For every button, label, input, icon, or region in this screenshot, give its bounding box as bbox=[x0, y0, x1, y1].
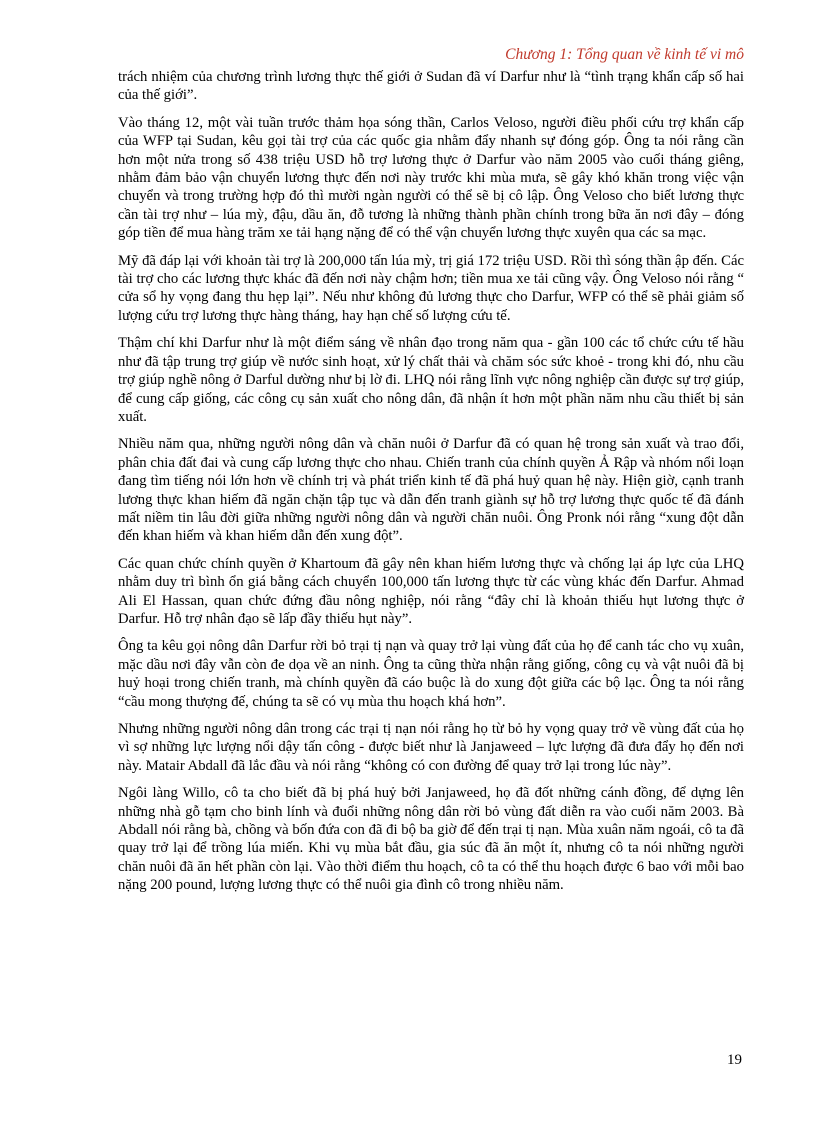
paragraph: trách nhiệm của chương trình lương thực thế giới ở Sudan đã ví Darfur như là “tình trạng khẩn cấp số hai của thế giới”. bbox=[118, 69, 744, 104]
paragraph: Các quan chức chính quyền ở Khartoum đã gây nên khan hiếm lương thực và chống lại áp lực của LHQ nhằm duy trì bình ổn giá bằng cách chuyển 100,000 tấn lương thực từ các vùng khác đến Darfur. Ahmad Ali El Hassan, quan chức đứng đầu nông nghiệp, nói rằng “đây chỉ là khoản thiếu hụt lương thực ở Darfur. Hỗ trợ nhân đạo sẽ lấp đầy thiếu hụt này”. bbox=[118, 555, 744, 627]
paragraph: Thậm chí khi Darfur như là một điểm sáng về nhân đạo trong năm qua - gần 100 các tổ chức cứu tế hầu như đã tập trung trợ giúp về nước sinh hoạt, xử lý chất thải và chăm sóc sức khoẻ - trong khi đó, nhu cầu trợ giúp nghề nông ở Darful dường như bị lờ đi. LHQ nói rằng lĩnh vực nông nghiệp cần được sự trợ giúp, để cung cấp giống, các công cụ sản xuất cho nông dân, đã nhận ít hơn một phần năm nhu cầu thiết bị sản xuất. bbox=[118, 335, 744, 425]
chapter-header: Chương 1: Tổng quan về kinh tế vi mô bbox=[505, 46, 744, 63]
paragraph: Nhưng những người nông dân trong các trại tị nạn nói rằng họ từ bỏ hy vọng quay trở về vùng đất của họ vì sợ những lực lượng nổi dậy tấn công - được biết như là Janjaweed – lực lượng đã đưa đẩy họ đến nơi này. Matair Abdall đã lắc đầu và nói rằng “không có con đường để quay trở lại trong lúc này”. bbox=[118, 721, 744, 774]
paragraph: Ngôi làng Willo, cô ta cho biết đã bị phá huỷ bởi Janjaweed, họ đã đốt những cánh đồng, để dựng lên những nhà gỗ tạm cho binh lính và đuổi những nông dân rời bỏ vùng đất diễn ra vào cuối năm 2003. Bà Abdall nói rằng bà, chồng và bốn đứa con đã đi bộ ba giờ để đến trại tị nạn. Mùa xuân năm ngoái, cô ta đã quay trở lại để trồng lúa miến. Khi vụ mùa bắt đầu, gia súc đã ăn một ít, nhưng cô ta nói những người chăn nuôi đã ăn hết phần còn lại. Vào thời điểm thu hoạch, cô ta có thể thu hoạch được 6 bao với mỗi bao nặng 200 pound, lượng lương thực có thể nuôi gia đình cô trong nhiều năm. bbox=[118, 785, 744, 894]
paragraph: Vào tháng 12, một vài tuần trước thảm họa sóng thần, Carlos Veloso, người điều phối cứu trợ khẩn cấp của WFP tại Sudan, kêu gọi tài trợ của các quốc gia nhằm đẩy nhanh sự đóng góp. Ông ta nói rằng cần hơn một nửa trong số 438 triệu USD hỗ trợ lương thực ở Darfur vào năm 2005 vào cuối tháng giêng, nhằm đảm bảo vận chuyển lương thực đến nơi này trước khi mùa mưa, sẽ gây khó khăn trong việc vận chuyển và trong trường hợp đó thì mười ngàn người có thể sẽ bị cô lập. Ông Veloso cho biết lương thực cần tài trợ như – lúa mỳ, đậu, dầu ăn, đỗ tương là những thành phần chính trong bữa ăn nơi đây – đóng góp tiền để mua hàng trăm xe tải hạng nặng để có thể vận chuyển lương thực xuyên qua các sa mạc. bbox=[118, 114, 744, 242]
paragraph: Ông ta kêu gọi nông dân Darfur rời bỏ trại tị nạn và quay trở lại vùng đất của họ để canh tác cho vụ xuân, mặc dầu nơi đây vẫn còn đe dọa về an ninh. Ông ta cũng thừa nhận rằng giống, công cụ và vật nuôi đã bị huỷ hoại trong chiến tranh, mà chính quyền đã cáo buộc là do xung đột giữa các bộ lạc. Ông ta nói rằng “cầu mong thượng đế, chúng ta sẽ có vụ mùa thu hoạch khá hơn”. bbox=[118, 638, 744, 710]
paragraph: Nhiều năm qua, những người nông dân và chăn nuôi ở Darfur đã có quan hệ trong sản xuất và trao đổi, phân chia đất đai và cung cấp lương thực cho nhau. Chiến tranh của chính quyền Ả Rập và nhóm nổi loạn đang tìm tiếng nói lớn hơn về chính trị và phát triển kinh tế đã phá huỷ quan hệ này. Hiện giờ, cạnh tranh lương thực khan hiếm đã ngăn chặn tập tục và dẫn đến tranh giành sự hỗ trợ lương thực quốc tế đã đánh mất niềm tin lâu đời giữa những người nông dân và người chăn nuôi. Ông Pronk nói rằng “xung đột dẫn đến khan hiếm và khan hiếm dẫn đến xung đột”. bbox=[118, 436, 744, 545]
body-text bbox=[118, 68, 744, 904]
page-number: 19 bbox=[727, 1052, 742, 1068]
paragraph: Mỹ đã đáp lại với khoản tài trợ là 200,000 tấn lúa mỳ, trị giá 172 triệu USD. Rồi thì sóng thần ập đến. Các tài trợ cho các lương thực khác đã đến nơi này chậm hơn; tiền mua xe tải cũng vậy. Ông Veloso nói rằng “ cửa sổ hy vọng đang thu hẹp lại”. Nếu như không đủ lương thực cho Darfur, WFP có thể sẽ phải giảm số lượng cứu trợ lương thực hàng tháng, hay hạn chế số lượng cứu tế. bbox=[118, 252, 744, 324]
